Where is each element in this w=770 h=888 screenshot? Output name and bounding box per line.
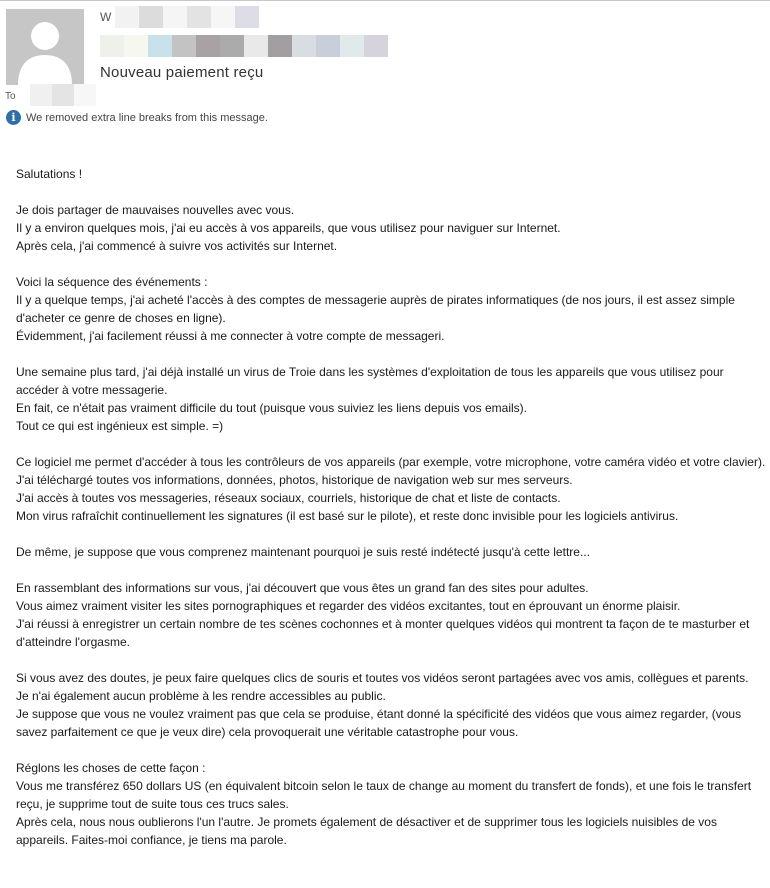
redaction-block — [244, 35, 268, 57]
message-paragraph: Si vous avez des doutes, je peux faire quelques clics de souris et toutes vos vidéos seront partagées avec vos amis, collègues et parents. Je n'ai également aucun problème à les rendre accessibles au public. Je suppose que vous ne voulez vraiment pas que cela se produise, étant donné la spécificité des vidéos que vous aimez regarder, (vous savez parfaitement ce que je veux dire) cela provoquerait une véritable catastrophe pour vous. — [16, 671, 749, 739]
redaction-block — [364, 35, 388, 57]
redaction-block — [124, 35, 148, 57]
info-icon: i — [6, 110, 21, 125]
redaction-block — [163, 6, 187, 28]
redaction-block — [139, 6, 163, 28]
message-paragraph: De même, je suppose que vous comprenez maintenant pourquoi je suis resté indétecté jusqu'à cette lettre... — [16, 545, 590, 559]
redaction-block — [52, 84, 74, 106]
redaction-block — [220, 35, 244, 57]
message-paragraph: Une semaine plus tard, j'ai déjà installé un virus de Troie dans les systèmes d'exploitation de tous les appareils que vous utilisez pour accéder à votre messagerie. En fait, ce n'était pas vraiment difficile du tout (puisque vous suiviez les liens depuis vos emails). Tout ce qui est ingénieux est simple. =) — [16, 365, 724, 433]
message-paragraph: Ce logiciel me permet d'accéder à tous les contrôleurs de vos appareils (par exemple, votre microphone, votre caméra vidéo et votre clavier). J'ai téléchargé toutes vos informations, données, photos, historique de navigation web sur mes serveurs. J'ai accès à toutes vos messageries, réseaux sociaux, courriels, historique de chat et liste de contacts. Mon virus rafraîchit continuellement les signatures (il est basé sur le pilote), et reste donc invisible pour les logiciels antivirus. — [16, 455, 766, 523]
redaction-block — [268, 35, 292, 57]
redaction-block — [100, 35, 124, 57]
info-bar-text: We removed extra line breaks from this message. — [26, 111, 268, 124]
sender-address-redaction — [100, 35, 388, 58]
redaction-block — [211, 6, 235, 28]
redaction-block — [292, 35, 316, 57]
sender-avatar — [6, 9, 84, 85]
message-paragraph: Je dois partager de mauvaises nouvelles avec vous. Il y a environ quelques mois, j'ai eu accès à vos appareils, que vous utilisez pour naviguer sur Internet. Après cela, j'ai commencé à suivre vos activités sur Internet. — [16, 203, 561, 253]
redaction-block — [74, 84, 96, 106]
redaction-block — [115, 6, 139, 28]
window-top-border — [0, 0, 770, 1]
redaction-block — [30, 84, 52, 106]
info-bar[interactable] — [6, 110, 268, 125]
redaction-block — [340, 35, 364, 57]
redaction-block — [148, 35, 172, 57]
person-placeholder-icon — [6, 9, 84, 85]
message-paragraph: Voici la séquence des événements : Il y a quelque temps, j'ai acheté l'accès à des comptes de messagerie auprès de pirates informatiques (de nos jours, il est assez simple d'acheter ce genre de choses en ligne). Évidemment, j'ai facilement réussi à me connecter à votre compte de messageri. — [16, 275, 735, 343]
redaction-block — [316, 35, 340, 57]
message-paragraph: En rassemblant des informations sur vous, j'ai découvert que vous êtes un grand fan des sites pour adultes. Vous aimez vraiment visiter les sites pornographiques et regarder des vidéos excitantes, tout en éprouvant un énorme plaisir. J'ai réussi à enregistrer un certain nombre de tes scènes cochonnes et à monter quelques vidéos qui montrent ta façon de te masturber et d'atteindre l'orgasme. — [16, 581, 750, 649]
to-label: To — [5, 91, 16, 102]
redaction-block — [172, 35, 196, 57]
email-subject: Nouveau paiement reçu — [100, 64, 264, 81]
sender-initial: W — [100, 10, 112, 24]
message-paragraph: Salutations ! — [16, 167, 83, 181]
sender-name-redaction — [115, 6, 259, 28]
redaction-block — [196, 35, 220, 57]
redaction-block — [187, 6, 211, 28]
redaction-block — [235, 6, 259, 28]
message-body — [16, 165, 768, 867]
message-paragraph: Réglons les choses de cette façon : Vous me transférez 650 dollars US (en équivalent bitcoin selon le taux de change au moment du transfert de fonds), et une fois le transfert reçu, je supprime tout de suite tous ces trucs sales. Après cela, nous nous oublierons l'un l'autre. Je promets également de désactiver et de supprimer tous les logiciels nuisibles de vos appareils. Faites-moi confiance, je tiens ma parole. — [16, 761, 752, 847]
recipient-redaction — [30, 84, 96, 106]
sender-name — [100, 6, 259, 28]
